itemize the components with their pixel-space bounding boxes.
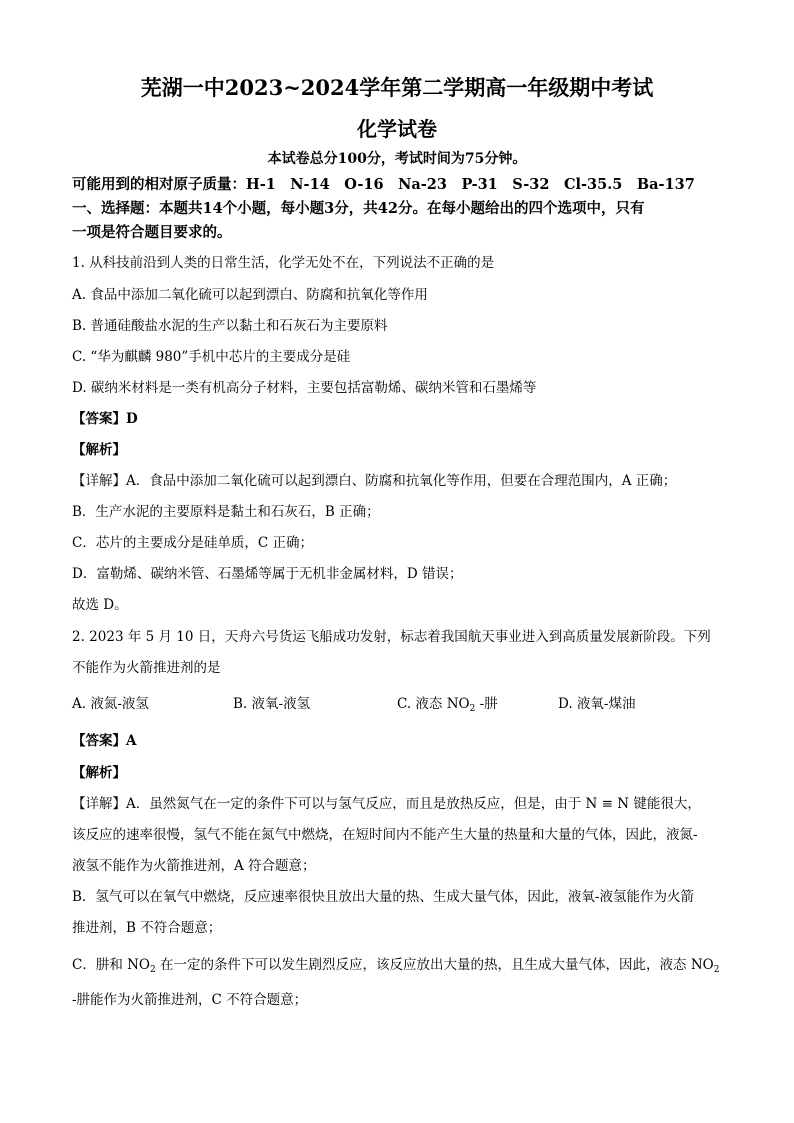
q2-detail-a-line1: 【详解】A．虽然氮气在一定的条件下可以与氢气反应，而且是放热反应，但是，由于 N ≡ N 键能很大， <box>72 796 701 812</box>
q1-detail-b: B．生产水泥的主要原料是黏土和石灰石，B 正确； <box>72 504 380 520</box>
q2-analysis-label: 【解析】 <box>72 765 126 781</box>
q2-detail-c-part2: 在一定的条件下可以发生剧烈反应，该反应放出大量的热，且生成大量气体，因此，液态 NO <box>155 957 714 973</box>
q1-detail-c: C．芯片的主要成分是硅单质，C 正确； <box>72 535 313 551</box>
q2-answer: 【答案】A <box>72 733 137 749</box>
q1-answer: 【答案】D <box>72 411 138 427</box>
q2-detail-c-sub1: 2 <box>150 965 156 975</box>
q1-analysis-label: 【解析】 <box>72 442 126 458</box>
q2-detail-c-sub2: 2 <box>713 965 720 975</box>
exam-subtitle: 化学试卷 <box>357 117 437 141</box>
q2-option-d: D. 液氧-煤油 <box>558 696 636 712</box>
q1-detail-d: D．富勒烯、碳纳米管、石墨烯等属于无机非金属材料，D 错误； <box>72 566 463 582</box>
section-heading-line1: 一、选择题：本题共14个小题，每小题3分，共42分。在每小题给出的四个选项中，只有 <box>72 200 645 217</box>
q2-option-c-prefix: C. 液态 NO <box>397 696 470 712</box>
q2-stem-line2: 不能作为火箭推进剂的是 <box>72 660 221 676</box>
q1-conclusion: 故选 D。 <box>72 597 128 613</box>
q1-option-d: D. 碳纳米材料是一类有机高分子材料，主要包括富勒烯、碳纳米管和石墨烯等 <box>72 380 537 396</box>
q2-detail-c-line2: -肼能作为火箭推进剂，C 不符合题意； <box>72 992 308 1008</box>
q2-detail-c-line1 <box>72 953 719 975</box>
q1-detail-a: 【详解】A．食品中添加二氧化硫可以起到漂白、防腐和抗氧化等作用，但要在合理范围内，A 正确； <box>72 473 677 489</box>
q1-stem: 1. 从科技前沿到人类的日常生活，化学无处不在，下列说法不正确的是 <box>72 255 495 271</box>
q2-detail-b-line1: B．氢气可以在氧气中燃烧，反应速率很快且放出大量的热、生成大量气体，因此，液氧-液氢能作为火箭 <box>72 889 694 905</box>
q1-option-a: A. 食品中添加二氧化硫可以起到漂白、防腐和抗氧化等作用 <box>72 287 428 303</box>
q2-detail-b-line2: 推进剂，B 不符合题意； <box>72 920 222 936</box>
section-heading-line2: 一项是符合题目要求的。 <box>72 224 232 241</box>
q1-option-c: C. “华为麒麟 980”手机中芯片的主要成分是硅 <box>72 349 351 365</box>
q2-detail-a-line2: 该反应的速率很慢，氢气不能在氮气中燃烧，在短时间内不能产生大量的热量和大量的气体，因此，液氮- <box>72 827 698 843</box>
q2-detail-a-line3: 液氢不能作为火箭推进剂，A 符合题意； <box>72 858 316 874</box>
q2-option-a: A. 液氮-液氢 <box>72 696 149 712</box>
q2-option-c-subscript: 2 <box>469 704 476 714</box>
atomic-masses: 可能用到的相对原子质量：H-1 N-14 O-16 Na-23 P-31 S-32 Cl-35.5 Ba-137 <box>72 176 695 193</box>
q2-option-b: B. 液氧-液氢 <box>233 696 311 712</box>
exam-info: 本试卷总分100分，考试时间为75分钟。 <box>267 151 527 167</box>
q2-detail-c-part1: C．肼和 NO <box>72 957 151 973</box>
q2-option-c-suffix: -肼 <box>475 696 498 712</box>
exam-title: 芜湖一中2023~2024学年第二学期高一年级期中考试 <box>140 75 654 100</box>
q2-stem-line1: 2. 2023 年 5 月 10 日，天舟六号货运飞船成功发射，标志着我国航天事业进入到高质量发展新阶段。下列 <box>72 629 711 645</box>
q1-option-b: B. 普通硅酸盐水泥的生产以黏土和石灰石为主要原料 <box>72 318 388 334</box>
q2-option-c <box>397 692 498 714</box>
